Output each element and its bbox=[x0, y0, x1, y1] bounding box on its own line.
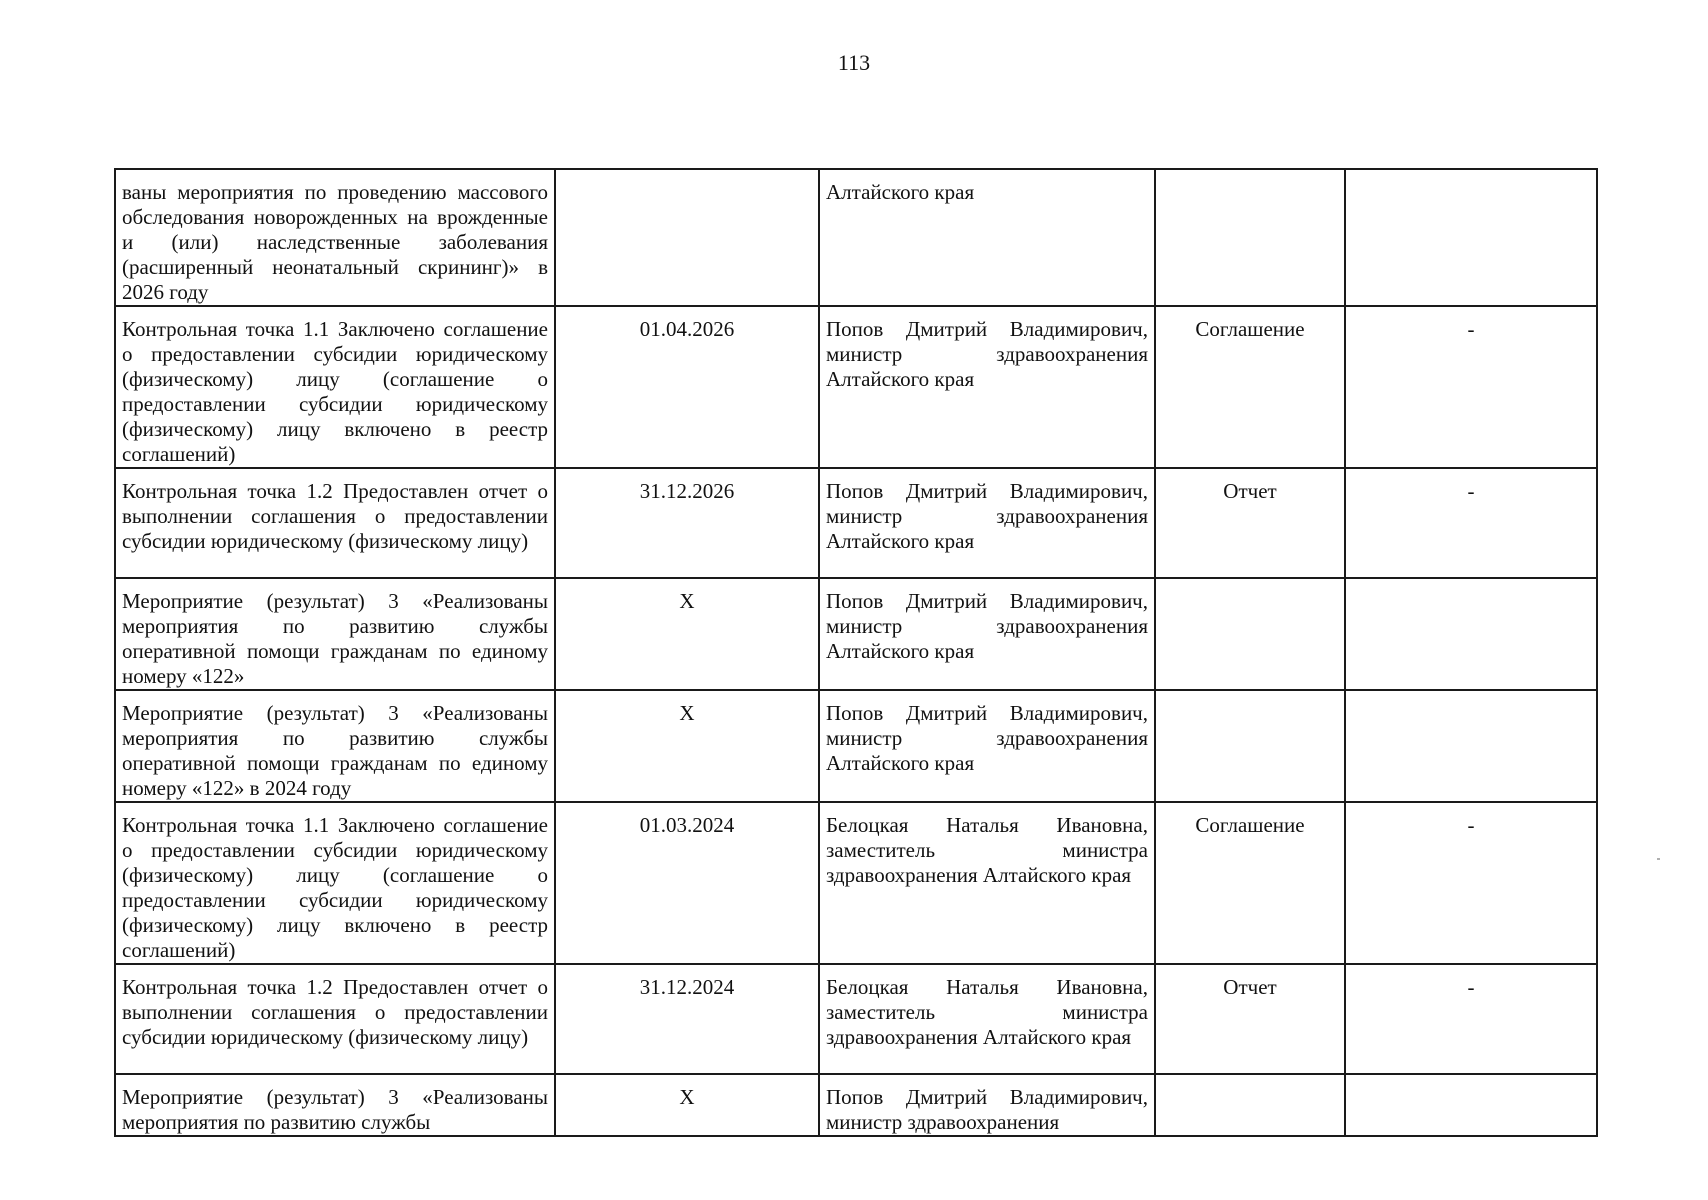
scan-artifact bbox=[1657, 858, 1660, 860]
note-cell: - bbox=[1345, 468, 1597, 578]
date-cell: 31.12.2026 bbox=[555, 468, 819, 578]
page-number: 113 bbox=[837, 50, 871, 75]
description-cell: Контрольная точка 1.2 Предоставлен отчет о выполнении соглашения о предоставлении субсидии юридическому (физическому лицу) bbox=[115, 468, 555, 578]
description-cell: Мероприятие (результат) 3 «Реализованы мероприятия по развитию службы оперативной помощи гражданам по единому номеру «122» в 2024 году bbox=[115, 690, 555, 802]
table-row bbox=[115, 578, 1597, 690]
document-cell bbox=[1155, 1074, 1345, 1136]
note-cell bbox=[1345, 1074, 1597, 1136]
note-cell: - bbox=[1345, 964, 1597, 1074]
table-row bbox=[115, 169, 1597, 306]
document-cell bbox=[1155, 690, 1345, 802]
description-cell: ваны мероприятия по проведению массового обследования новорожденных на врожденные и (или) наследственные заболевания (расширенный неонатальный скрининг)» в 2026 году bbox=[115, 169, 555, 306]
document-cell: Соглашение bbox=[1155, 802, 1345, 964]
document-cell bbox=[1155, 169, 1345, 306]
responsible-cell: Попов Дмитрий Владимирович, министр здравоохранения Алтайского края bbox=[819, 468, 1155, 578]
description-cell: Контрольная точка 1.1 Заключено соглашение о предоставлении субсидии юридическому (физическому) лицу (соглашение о предоставлении субсидии юридическому (физическому) лицу включено в реестр соглашений) bbox=[115, 306, 555, 468]
document-cell: Соглашение bbox=[1155, 306, 1345, 468]
date-cell: X bbox=[555, 690, 819, 802]
table-row bbox=[115, 802, 1597, 964]
plan-table-body bbox=[115, 169, 1597, 1136]
document-cell: Отчет bbox=[1155, 468, 1345, 578]
plan-table bbox=[114, 168, 1598, 1137]
date-cell: X bbox=[555, 578, 819, 690]
description-cell: Контрольная точка 1.2 Предоставлен отчет о выполнении соглашения о предоставлении субсидии юридическому (физическому лицу) bbox=[115, 964, 555, 1074]
note-cell: - bbox=[1345, 306, 1597, 468]
table-row bbox=[115, 964, 1597, 1074]
responsible-cell: Попов Дмитрий Владимирович, министр здравоохранения Алтайского края bbox=[819, 690, 1155, 802]
responsible-cell: Белоцкая Наталья Ивановна, заместитель министра здравоохранения Алтайского края bbox=[819, 964, 1155, 1074]
date-cell: 01.04.2026 bbox=[555, 306, 819, 468]
responsible-cell: Попов Дмитрий Владимирович, министр здравоохранения Алтайского края bbox=[819, 306, 1155, 468]
responsible-cell: Алтайского края bbox=[819, 169, 1155, 306]
table-row bbox=[115, 1074, 1597, 1136]
responsible-cell: Попов Дмитрий Владимирович, министр здравоохранения Алтайского края bbox=[819, 578, 1155, 690]
description-cell: Мероприятие (результат) 3 «Реализованы мероприятия по развитию службы оперативной помощи гражданам по единому номеру «122» bbox=[115, 578, 555, 690]
date-cell: 31.12.2024 bbox=[555, 964, 819, 1074]
description-cell: Мероприятие (результат) 3 «Реализованы мероприятия по развитию службы bbox=[115, 1074, 555, 1136]
table-row bbox=[115, 468, 1597, 578]
responsible-cell: Попов Дмитрий Владимирович, министр здравоохранения bbox=[819, 1074, 1155, 1136]
note-cell bbox=[1345, 578, 1597, 690]
note-cell bbox=[1345, 169, 1597, 306]
note-cell: - bbox=[1345, 802, 1597, 964]
table-row bbox=[115, 306, 1597, 468]
table-row bbox=[115, 690, 1597, 802]
responsible-cell: Белоцкая Наталья Ивановна, заместитель министра здравоохранения Алтайского края bbox=[819, 802, 1155, 964]
document-cell bbox=[1155, 578, 1345, 690]
date-cell: 01.03.2024 bbox=[555, 802, 819, 964]
date-cell bbox=[555, 169, 819, 306]
document-cell: Отчет bbox=[1155, 964, 1345, 1074]
note-cell bbox=[1345, 690, 1597, 802]
date-cell: X bbox=[555, 1074, 819, 1136]
description-cell: Контрольная точка 1.1 Заключено соглашение о предоставлении субсидии юридическому (физическому) лицу (соглашение о предоставлении субсидии юридическому (физическому) лицу включено в реестр соглашений) bbox=[115, 802, 555, 964]
